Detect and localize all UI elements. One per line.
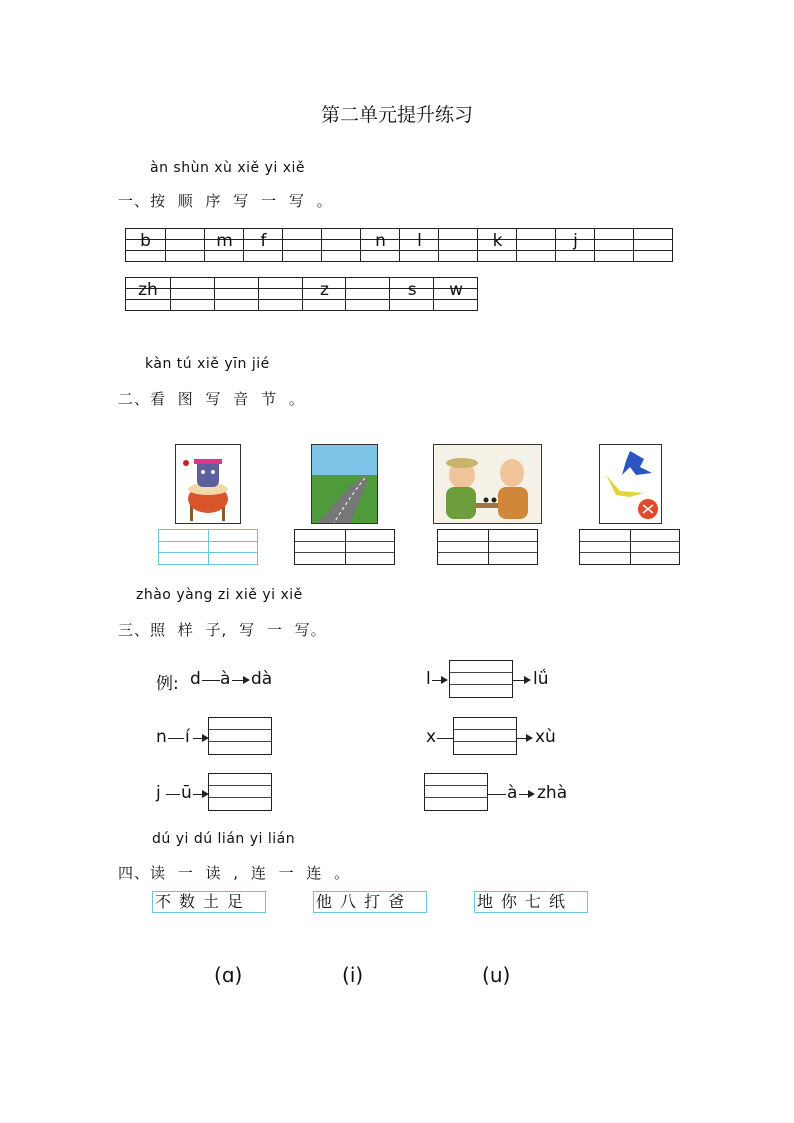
alphabet-cell[interactable] — [170, 278, 214, 310]
alphabet-grid-row2 — [125, 277, 478, 311]
example-initial: d — [190, 669, 201, 689]
drum-icon — [175, 444, 241, 524]
dash-line — [202, 680, 220, 681]
arrow-icon — [528, 790, 535, 798]
alphabet-cell[interactable] — [345, 278, 389, 310]
arrow-icon — [243, 676, 250, 684]
section3-heading: 三、照 样 子, 写 一 写。 — [118, 621, 327, 639]
section4-heading: 四、读 一 读 , 连 一 连 。 — [118, 864, 351, 882]
vowel-u-label: u — [489, 963, 503, 987]
alphabet-letter: b — [140, 231, 151, 251]
paper-crafts-icon — [599, 444, 662, 524]
dash-line — [437, 738, 453, 739]
q1-result: lǘ — [533, 669, 549, 689]
section4-pinyin: dú yi dú lián yi lián — [152, 831, 296, 847]
alphabet-letter: k — [492, 231, 503, 251]
answer-box-1[interactable] — [158, 529, 258, 565]
alphabet-grid-row1 — [125, 228, 673, 262]
alphabet-cell — [399, 229, 438, 261]
q4-initial: j — [156, 783, 161, 803]
alphabet-cell[interactable] — [516, 229, 555, 261]
vowel-a-label: ɑ — [221, 963, 235, 987]
vowel-a[interactable]: (ɑ) — [214, 963, 243, 987]
chess-players-icon — [433, 444, 542, 524]
alphabet-cell[interactable] — [214, 278, 258, 310]
alphabet-cell[interactable] — [438, 229, 477, 261]
section1-heading: 一、按 顺 序 写 一 写 。 — [118, 192, 333, 210]
word-group-1[interactable]: 不数土足 — [152, 891, 266, 913]
q4-answer-box[interactable] — [208, 773, 272, 811]
vowel-u[interactable]: (u) — [482, 963, 511, 987]
page-title: 第二单元提升练习 — [320, 104, 473, 126]
section1-pinyin: àn shùn xù xiě yi xiě — [150, 160, 306, 176]
arrow-icon — [526, 734, 533, 742]
alphabet-cell — [204, 229, 243, 261]
q1-answer-box[interactable] — [449, 660, 513, 698]
answer-box-3[interactable] — [437, 529, 538, 565]
q3-result: xù — [535, 727, 556, 747]
section2-heading: 二、看 图 写 音 节 。 — [118, 390, 305, 408]
word-group-2[interactable]: 他八打爸 — [313, 891, 427, 913]
alphabet-cell — [477, 229, 516, 261]
q4-final: ū — [181, 783, 192, 803]
alphabet-letter: f — [260, 231, 267, 251]
answer-box-2[interactable] — [294, 529, 395, 565]
alphabet-letter: n — [375, 231, 386, 251]
example-result: dà — [251, 669, 273, 689]
q5-result: zhà — [537, 783, 568, 803]
vowel-i-label: i — [349, 963, 356, 987]
example-label: 例: — [156, 674, 179, 694]
alphabet-cell[interactable] — [633, 229, 672, 261]
alphabet-letter: l — [417, 231, 422, 251]
alphabet-letter: m — [216, 231, 233, 251]
word-group-3[interactable]: 地你七纸 — [474, 891, 588, 913]
q5-answer-box[interactable] — [424, 773, 488, 811]
dash-line — [166, 794, 180, 795]
dash-line — [168, 738, 184, 739]
alphabet-cell — [433, 278, 477, 310]
dash-line — [488, 794, 506, 795]
alphabet-cell[interactable] — [165, 229, 204, 261]
q2-final: í — [185, 727, 190, 747]
example-final: à — [220, 669, 231, 689]
q5-final: à — [507, 783, 518, 803]
q2-answer-box[interactable] — [208, 717, 272, 755]
answer-box-4[interactable] — [579, 529, 680, 565]
arrow-icon — [524, 676, 531, 684]
alphabet-cell — [126, 229, 165, 261]
vowel-i[interactable]: (i) — [342, 963, 364, 987]
alphabet-cell — [389, 278, 433, 310]
section2-pinyin: kàn tú xiě yīn jié — [145, 356, 270, 372]
alphabet-cell — [360, 229, 399, 261]
section3-pinyin: zhào yàng zi xiě yi xiě — [136, 587, 303, 603]
road-icon — [311, 444, 378, 524]
alphabet-cell[interactable] — [258, 278, 302, 310]
alphabet-cell — [126, 278, 170, 310]
q3-answer-box[interactable] — [453, 717, 517, 755]
alphabet-cell — [302, 278, 346, 310]
alphabet-cell — [243, 229, 282, 261]
alphabet-letter: z — [319, 280, 329, 300]
alphabet-cell — [555, 229, 594, 261]
arrow-icon — [441, 676, 448, 684]
q1-initial: l — [426, 669, 431, 689]
alphabet-letter: w — [449, 280, 464, 300]
alphabet-cell[interactable] — [321, 229, 360, 261]
alphabet-letter: s — [407, 280, 417, 300]
alphabet-letter: j — [573, 231, 578, 251]
q2-initial: n — [156, 727, 167, 747]
q3-initial: x — [426, 727, 437, 747]
alphabet-letter: zh — [138, 280, 158, 300]
alphabet-cell[interactable] — [594, 229, 633, 261]
alphabet-cell[interactable] — [282, 229, 321, 261]
